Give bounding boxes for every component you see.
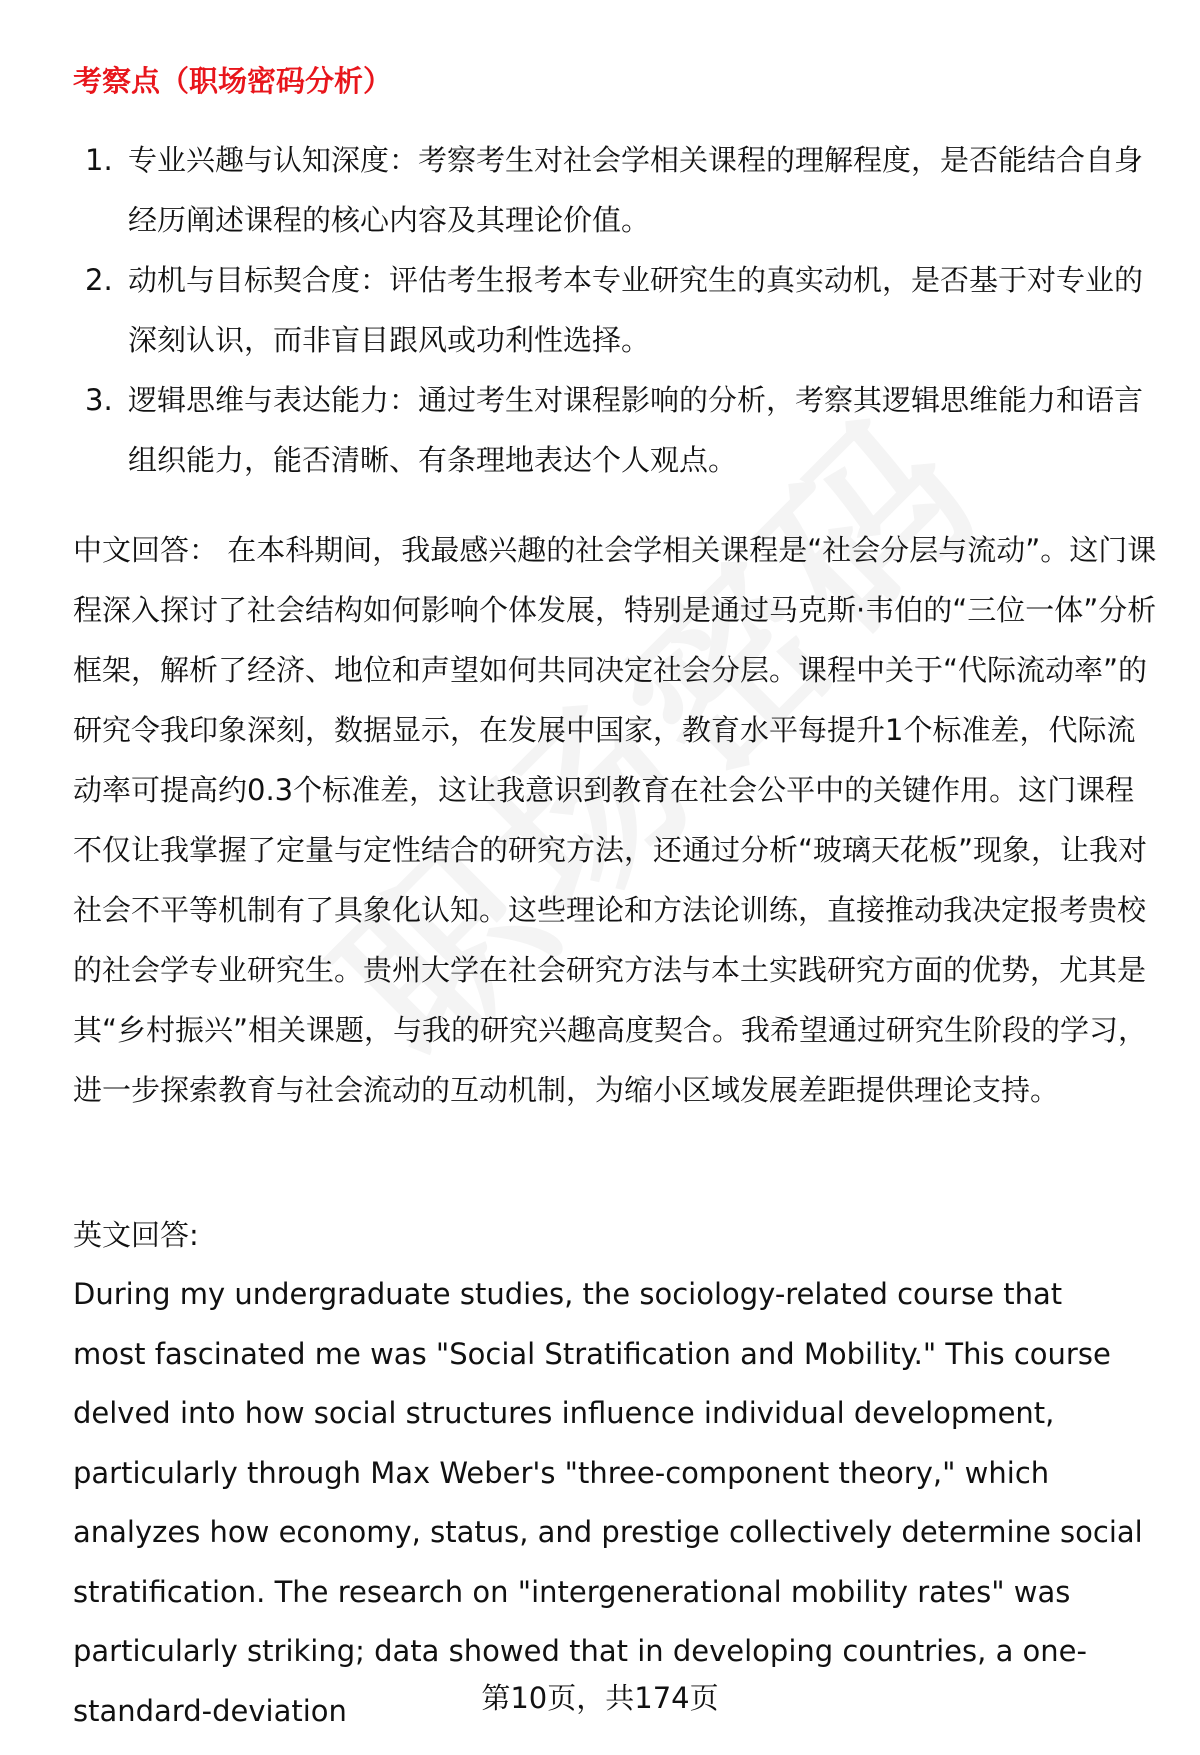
list-item bbox=[73, 250, 1153, 370]
list-item bbox=[73, 130, 1153, 250]
list-item-number: 2. bbox=[85, 263, 113, 297]
page-number: 第10页，共174页 bbox=[481, 1681, 719, 1715]
list-item-number: 1. bbox=[85, 143, 113, 177]
section-heading: 考察点（职场密码分析） bbox=[73, 64, 393, 98]
list-item-text: 逻辑思维与表达能力：通过考生对课程影响的分析，考察其逻辑思维能力和语言组织能力，能否清晰、有条理地表达个人观点。 bbox=[128, 383, 1144, 477]
list-item-text: 专业兴趣与认知深度：考察考生对社会学相关课程的理解程度，是否能结合自身经历阐述课程的核心内容及其理论价值。 bbox=[128, 143, 1144, 237]
list-item-text: 动机与目标契合度：评估考生报考本专业研究生的真实动机，是否基于对专业的深刻认识，而非盲目跟风或功利性选择。 bbox=[128, 263, 1144, 357]
chinese-answer-paragraph: 中文回答： 在本科期间，我最感兴趣的社会学相关课程是“社会分层与流动”。这门课程深入探讨了社会结构如何影响个体发展，特别是通过马克斯·韦伯的“三位一体”分析框架，解析了经济、地位和声望如何共同决定社会分层。课程中关于“代际流动率”的研究令我印象深刻，数据显示，在发展中国家，教育水平每提升1个标准差，代际流动率可提高约0.3个标准差，这让我意识到教育在社会公平中的关键作用。这门课程不仅让我掌握了定量与定性结合的研究方法，还通过分析“玻璃天花板”现象，让我对社会不平等机制有了具象化认知。这些理论和方法论训练，直接推动我决定报考贵校的社会学专业研究生。贵州大学在社会研究方法与本土实践研究方面的优势，尤其是其“乡村振兴”相关课题，与我的研究兴趣高度契合。我希望通过研究生阶段的学习，进一步探索教育与社会流动的互动机制，为缩小区域发展差距提供理论支持。 bbox=[73, 533, 1157, 1107]
english-answer-paragraph: During my undergraduate studies, the sociology-related course that most fascinated me was "Social Stratification and Mobility." This course delved into how social structures influence individual development, particularly through Max Weber's "three-component theory," which analyzes how economy, status, and prestige collectively determine social stratification. The research on "intergenerational mobility rates" was particularly striking; data showed that in developing countries, a one-standard-deviation bbox=[73, 1277, 1143, 1728]
english-answer-label: 英文回答: bbox=[73, 1218, 199, 1252]
list-item-number: 3. bbox=[85, 383, 113, 417]
assessment-points-list bbox=[73, 130, 1153, 490]
list-item bbox=[73, 370, 1153, 490]
